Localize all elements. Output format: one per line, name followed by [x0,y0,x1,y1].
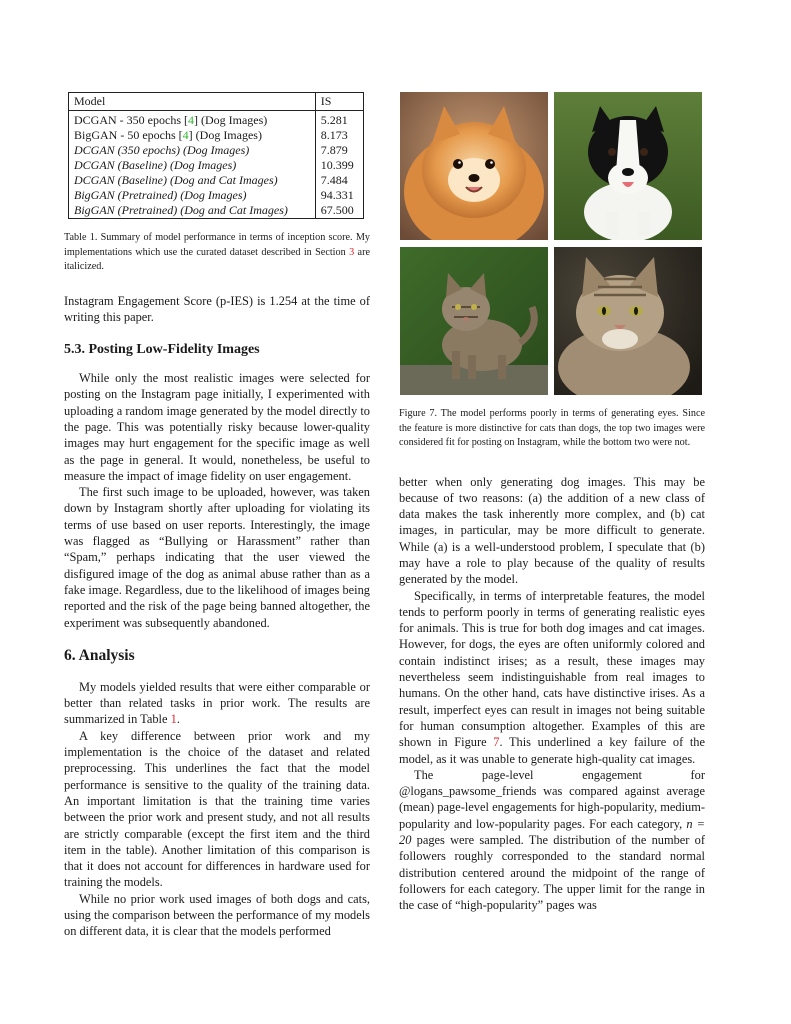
table-header-is: IS [315,93,363,111]
tabby-cat-closeup-photo [554,247,702,395]
figure-7-grid [400,92,705,395]
paragraph: While no prior work used images of both dogs and cats, using the comparison between the performance of my models on different data, it is clear that the models performed [64,891,370,939]
is-cell: 10.399 [315,158,363,173]
table-header-row [69,93,364,111]
tabby-cat-standing-photo [400,247,548,395]
model-cell: BigGAN - 50 epochs [4] (Dog Images) [74,128,262,142]
table-row [69,143,364,158]
table-row [69,158,364,173]
tabby-cat-closeup-image [554,247,702,395]
pomeranian-dog-photo [400,92,548,240]
table-row [69,188,364,203]
table-row [69,173,364,188]
model-cell: DCGAN (350 epochs) (Dog Images) [74,143,250,157]
is-cell: 8.173 [315,128,363,143]
section-ref-link[interactable]: 3 [349,246,355,258]
is-cell: 5.281 [315,113,363,128]
paragraph-p-ies: Instagram Engagement Score (p-IES) is 1.254 at the time of writing this paper. [64,293,370,324]
paragraph: The page-level engagement for @logans_pawsome_friends was compared against average (mean) page-level engagements for high-popularity, medium-popularity and low-popularity pages. For each category, n = 20 pages were sampled. The distribution of the number of followers roughly corresponded to the standard normal distribution centered around the midpoint of the range of followers for each category. The upper limit for the range in the case of “high-popularity” pages was [399,767,706,913]
paragraph: The first such image to be uploaded, however, was taken down by Instagram shortly after uploading for violating its terms of use based on user reports. Interestingly, the image was flagged as “Bullying or Harassment” rather than “Spam,” perhaps indicating that the user viewed the disfigured image of the dog as animal abuse rather than as a fake image. Regardless, due to the likelihood of images being reported and the risk of the page being banned altogether, the experiment was subsequently abandoned. [64,485,370,630]
section-heading-6: 6. Analysis [64,646,135,664]
model-cell: DCGAN - 350 epochs [4] (Dog Images) [74,113,268,127]
figure-ref-link[interactable]: 7 [493,735,500,750]
citation-link[interactable]: 4 [182,128,189,142]
table-header-model: Model [69,93,316,111]
results-table-wrap [68,92,364,219]
border-collie-image [554,92,702,240]
model-cell: BigGAN (Pretrained) (Dog and Cat Images) [74,203,288,217]
is-cell: 67.500 [315,203,363,219]
inception-score-table [68,92,364,219]
model-cell: BigGAN (Pretrained) (Dog Images) [74,188,247,202]
border-collie-puppy-photo [554,92,702,240]
table-row [69,128,364,143]
table-row [69,113,364,128]
is-cell: 7.879 [315,143,363,158]
paragraph: A key difference between prior work and my implementation is the choice of the dataset and related preprocessing. This underlines the fact that the model performance is sensitive to the quality of the training data. An important limitation is that the training time varies between the prior work and present study, and not all results are strictly comparable (except the first item and the third item in the table). Another limitation of this comparison is that it does not account for differences in hardware used for training the models. [64,728,370,890]
model-cell: DCGAN (Baseline) (Dog Images) [74,158,237,172]
tabby-cat-standing-image [400,247,548,395]
paragraph: While only the most realistic images were selected for posting on the Instagram page initially, I experimented with uploading a random image generated by the model directly to the page. This was potentially risky because lower-quality images may hurt engagement for the specific image as well as the page in general. It would, nonetheless, be useful to measure the impact of image fidelity on user engagement. [64,371,370,483]
is-cell: 7.484 [315,173,363,188]
math-expression: n = 20 [399,816,706,848]
pomeranian-dog-image [400,92,548,240]
is-cell: 94.331 [315,188,363,203]
paragraph: Specifically, in terms of interpretable features, the model tends to perform poorly in terms of generating realistic eyes for animals. This is true for both dog images and cat images. However, for dogs, the eyes are often uniformly colored and contain indistinct irises; as a result, these images may nevertheless seem indistinguishable from real images to humans. On the other hand, cats have distinctive irises. As a result, imperfect eyes can result in images not being suitable for human consumption altogether. Examples of this are shown in Figure 7. This underlined a key failure of the model, as it was unable to generate high-quality cat images. [399,588,705,766]
table-row [69,203,364,219]
table-ref-link[interactable]: 1 [170,712,177,727]
table-caption: Table 1. Summary of model performance in terms of inception score. My implementations which use the curated dataset described in Section 3 are italicized. [64,232,370,272]
figure-7-caption: Figure 7. The model performs poorly in terms of generating eyes. Since the feature is more distinctive for cats than dogs, the top two images were considered fit for posting on Instagram, while the bottom two were not. [399,408,705,448]
paragraph: My models yielded results that were either comparable or better than related tasks in prior work. The results are summarized in Table 1. [64,679,370,727]
citation-link[interactable]: 4 [187,113,194,127]
left-column [64,92,370,940]
section-heading-5-3: 5.3. Posting Low-Fidelity Images [64,342,260,358]
right-column [399,92,705,914]
model-cell: DCGAN (Baseline) (Dog and Cat Images) [74,173,278,187]
paragraph: better when only generating dog images. This may be because of two reasons: (a) the addition of a new class of data makes the task inherently more complex, and (b) cat images, in particular, may be more difficult to generate. While (a) is a well-understood problem, I speculate that (b) may have a role to play because of the quality of results generated by the model. [399,474,705,587]
